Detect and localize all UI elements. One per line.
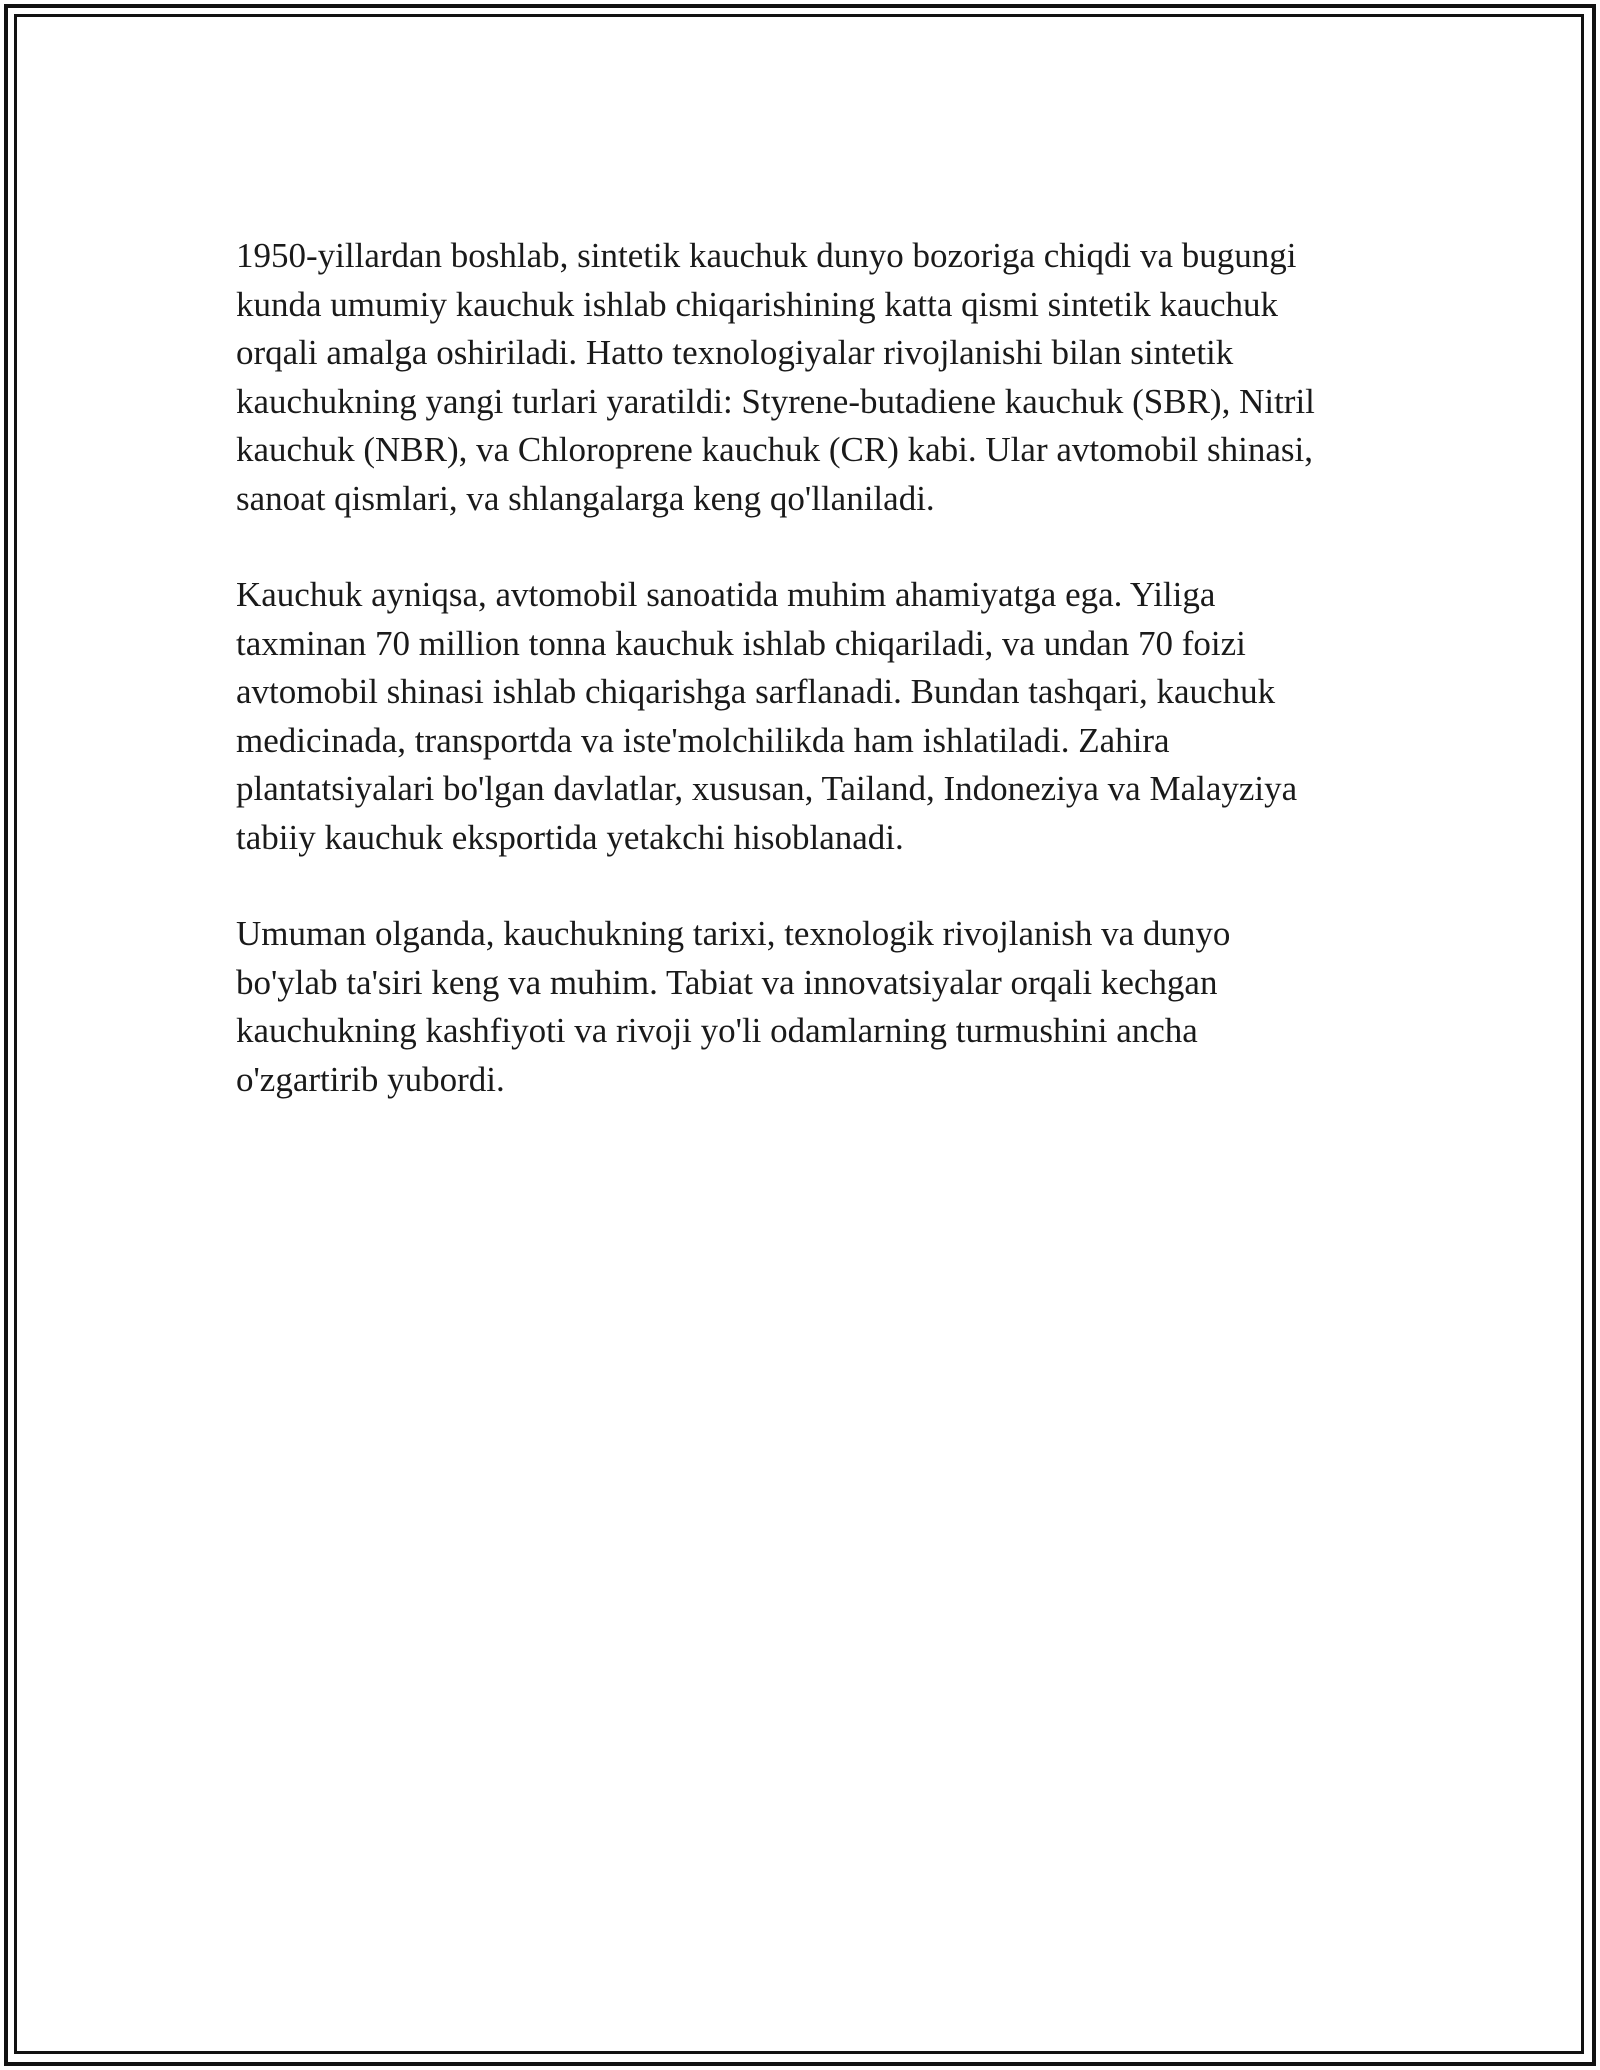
document-body: [236, 232, 1376, 1152]
paragraph-automotive-industry: Kauchuk ayniqsa, avtomobil sanoatida muhim ahamiyatga ega. Yiliga taxminan 70 million tonna kauchuk ishlab chiqariladi, va undan 70 foizi avtomobil shinasi ishlab chiqarishga sarflanadi. Bundan tashqari, kauchuk medicinada, transportda va iste'molchilikda ham ishlatiladi. Zahira plantatsiyalari bo'lgan davlatlar, xususan, Tailand, Indoneziya va Malayziya tabiiy kauchuk eksportida yetakchi hisoblanadi.: [236, 575, 1298, 857]
paragraph-conclusion: Umuman olganda, kauchukning tarixi, texnologik rivojlanish va dunyo bo'ylab ta'siri keng va muhim. Tabiat va innovatsiyalar orqali kechgan kauchukning kashfiyoti va rivoji yo'li odamlarning turmushini ancha o'zgartirib yubordi.: [236, 914, 1231, 1099]
paragraph-synthetic-rubber: 1950-yillardan boshlab, sintetik kauchuk dunyo bozoriga chiqdi va bugungi kunda umumiy kauchuk ishlab chiqarishining katta qismi sintetik kauchuk orqali amalga oshiriladi. Hatto texnologiyalar rivojlanishi bilan sintetik kauchukning yangi turlari yaratildi: Styrene-butadiene kauchuk (SBR), Nitril kauchuk (NBR), va Chloroprene kauchuk (CR) kabi. Ular avtomobil shinasi, sanoat qismlari, va shlangalarga keng qo'llaniladi.: [236, 236, 1315, 518]
